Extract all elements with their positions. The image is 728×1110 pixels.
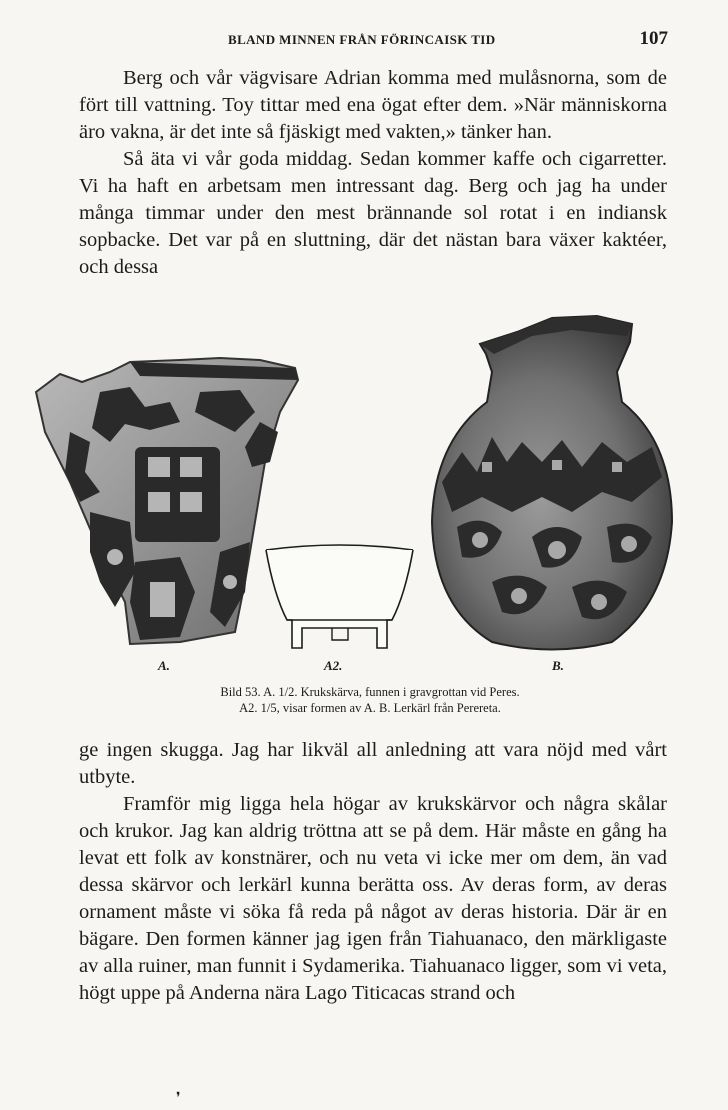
figure-label-a: A. (158, 658, 170, 673)
paragraph: Berg och vår vägvisare Adrian komma med mulåsnorna, som de fört till vattning. Toy tittar med ena ögat efter dem. »När människorna äro vakna, är det inte så fjäskigt med vakten,» tänker han. (79, 67, 667, 143)
ink-mark: ❜ (176, 1090, 181, 1106)
paragraph: Så äta vi vår goda middag. Sedan kommer kaffe och cigarretter. Vi ha haft en arbetsam men intressant dag. Berg och jag ha under många timmar under den mest brännande sol rotat i en indiansk sopbacke. Det var på en sluttning, där det nästan bara växer kaktéer, och dessa (79, 148, 667, 278)
page-header (80, 30, 668, 52)
caption-line: Bild 53. A. 1/2. Krukskärva, funnen i gravgrottan vid Peres. (220, 685, 520, 699)
figure-caption (100, 684, 640, 716)
figure-53 (30, 312, 680, 673)
figure-label-b: B. (552, 658, 564, 673)
running-title: BLAND MINNEN FRÅN FÖRINCAISK TID (228, 32, 496, 47)
vessel-form-a2-drawing (262, 540, 417, 655)
top-text (79, 65, 667, 281)
paragraph: Framför mig ligga hela högar av krukskärvor och några skålar och krukor. Jag kan aldrig tröttna att se på dem. Här måste en gång ha levat ett folk av konstnärer, och nu veta vi icke mer om dem, än vad dessa skärvor och lerkärl kunna berätta oss. Av deras form, av deras ornament måste vi söka få reda på något av deras historia. Där är en bägare. Den formen känner jag igen från Tiahuanaco, den märkligaste av alla ruiner, man funnit i Sydamerika. Tiahuanaco ligger, som vi veta, högt uppe på Anderna nära Lago Titicacas strand och (79, 793, 667, 1004)
figure-label-a2: A2. (324, 658, 343, 673)
caption-line: A2. 1/5, visar formen av A. B. Lerkärl från Perereta. (239, 701, 501, 715)
paragraph: ge ingen skugga. Jag har likväl all anledning att vara nöjd med vårt utbyte. (79, 739, 667, 788)
page-number: 107 (639, 28, 668, 49)
bottom-text (79, 737, 667, 1007)
clay-vessel-b-image (422, 312, 680, 657)
